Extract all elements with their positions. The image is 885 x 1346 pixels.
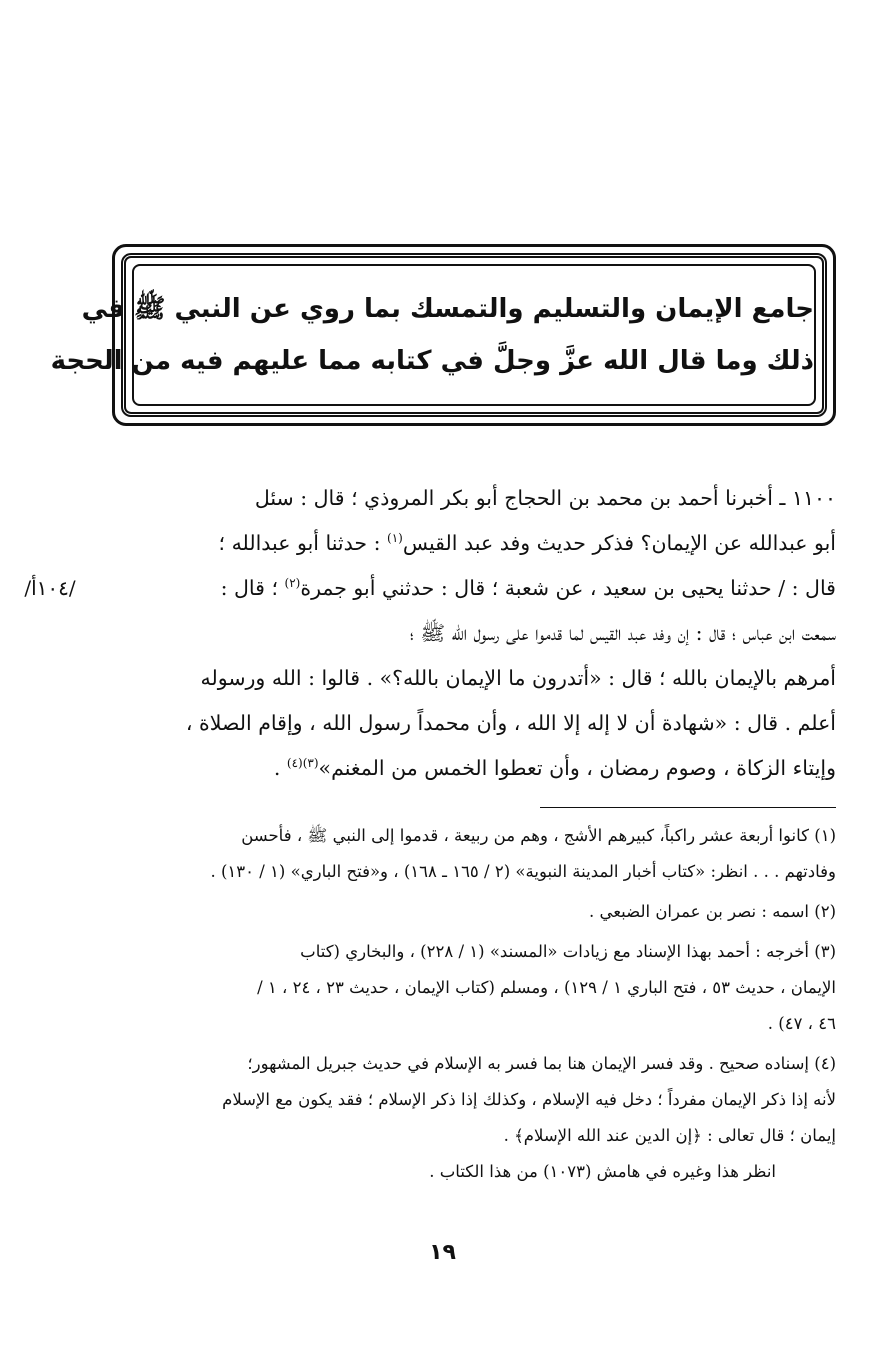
body-line bbox=[92, 476, 836, 521]
body-line bbox=[92, 656, 836, 701]
footnote-3: (٣) أخرجه : أحمد بهذا الإسناد مع زيادات «المسند» (١ / ٢٢٨) ، والبخاري (كتاب bbox=[300, 942, 836, 961]
footnote-3-continued: ٤٦ ، ٤٧) . bbox=[767, 1014, 836, 1033]
footnote-4-continued: إيمان ؛ قال تعالى : ﴿إن الدين عند الله الإسلام﴾ . bbox=[503, 1126, 836, 1145]
footnote-3-continued: الإيمان ، حديث ٥٣ ، فتح الباري ١ / ١٢٩) ، ومسلم (كتاب الإيمان ، حديث ٢٣ ، ٢٤ ، ١ / bbox=[257, 978, 836, 997]
hadith-text bbox=[92, 476, 836, 791]
body-line-text: ؛ قال : bbox=[220, 576, 278, 600]
body-line bbox=[92, 521, 836, 566]
body-line bbox=[92, 746, 836, 791]
chapter-title-frame bbox=[50, 244, 836, 426]
body-line bbox=[92, 566, 836, 611]
chapter-title-line-1: جامع الإيمان والتسليم والتمسك بما روي عن النبي ﷺ في bbox=[81, 294, 814, 324]
body-line-text: أبو عبدالله عن الإيمان؟ فذكر حديث وفد عبد القيس bbox=[402, 531, 836, 555]
footnote-divider bbox=[540, 807, 836, 808]
body-line bbox=[92, 611, 836, 656]
body-line bbox=[92, 701, 836, 746]
chapter-title-line-2: ذلك وما قال الله عزَّ وجلَّ في كتابه مما عليهم فيه من الحجة bbox=[50, 346, 814, 376]
footnote-4-reference: انظر هذا وغيره في هامش (١٠٧٣) من هذا الكتاب . bbox=[429, 1162, 776, 1181]
chapter-title bbox=[50, 264, 816, 406]
footnote-4: (٤) إسناده صحيح . وقد فسر الإيمان هنا بما فسر به الإسلام في حديث جبريل المشهور؛ bbox=[247, 1054, 836, 1073]
body-line-text: أعلم . قال : «شهادة أن لا إله إلا الله ، وأن محمداً رسول الله ، وإقام الصلاة ، bbox=[185, 711, 836, 735]
manuscript-folio-note: /١٠٤أ/ bbox=[24, 576, 76, 600]
body-line-text: قال : / حدثنا يحيى بن سعيد ، عن شعبة ؛ قال : حدثني أبو جمرة bbox=[300, 576, 836, 600]
page-number: ١٩ bbox=[429, 1240, 456, 1265]
body-line-text: . bbox=[273, 756, 281, 780]
body-line-text: وإيتاء الزكاة ، وصوم رمضان ، وأن تعطوا الخمس من المغنم» bbox=[318, 756, 836, 780]
footnote-4-continued: لأنه إذا ذكر الإيمان مفرداً ؛ دخل فيه الإسلام ، وكذلك إذا ذكر الإسلام ؛ فقد يكون مع الإسلام bbox=[222, 1090, 836, 1109]
footnote-2: (٢) اسمه : نصر بن عمران الضبعي . bbox=[588, 902, 836, 921]
body-line-text: سمعت ابن عباس ؛ قال : إن وفد عبد القيس لما قدموا على رسول الله ﷺ ؛ bbox=[409, 621, 836, 645]
title-frame-border bbox=[50, 253, 827, 417]
body-line-text: ١١٠٠ ـ أخبرنا أحمد بن محمد بن الحجاج أبو بكر المروذي ؛ قال : سئل bbox=[254, 486, 836, 510]
footnote-1: (١) كانوا أربعة عشر راكباً، كبيرهم الأشج ، وهم من ربيعة ، قدموا إلى النبي ﷺ ، فأحسن bbox=[241, 826, 836, 845]
footnote-ref[interactable]: (٣)(٤) bbox=[286, 756, 319, 771]
footnotes bbox=[92, 818, 836, 1190]
body-line-text: أمرهم بالإيمان بالله ؛ قال : «أتدرون ما الإيمان بالله؟» . قالوا : الله ورسوله bbox=[200, 666, 836, 690]
body-line-text: : حدثنا أبو عبدالله ؛ bbox=[218, 531, 381, 555]
footnote-ref[interactable]: (٢) bbox=[284, 576, 301, 591]
footnote-ref[interactable]: (١) bbox=[387, 531, 403, 546]
footnote-1-continued: وفادتهم . . . انظر: «كتاب أخبار المدينة النبوية» (٢ / ١٦٥ ـ ١٦٨) ، و«فتح الباري» (١ / ١٣٠) . bbox=[210, 862, 836, 881]
